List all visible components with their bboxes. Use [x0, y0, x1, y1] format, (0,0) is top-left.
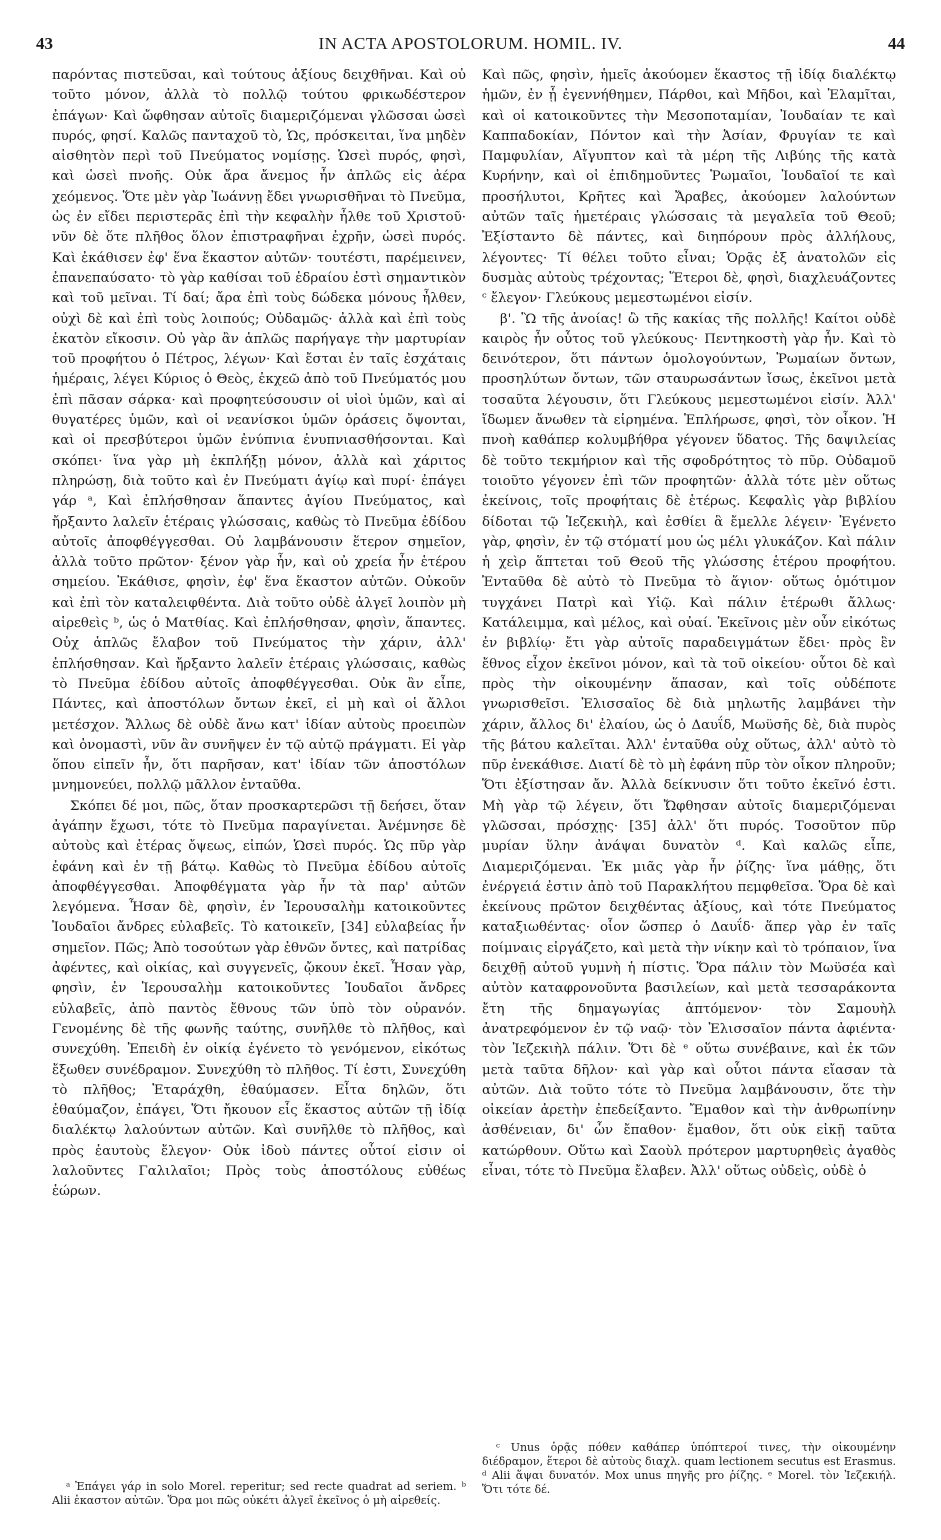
footnotes-right	[482, 1441, 896, 1497]
right-text-column	[482, 66, 896, 1442]
page-number-left: 43	[36, 34, 53, 53]
footnote: ᶜ Unus ὁρᾷς πόθεν καθάπερ ὑπόπτεροί τινες, τὴν οἰκουμένην διέδραμον, ἕτεροι δὲ αὐτοὺς διαχλ. quam lectionem secutus est Erasmus. ᵈ Alii ἅψαι δυνατόν. Mox unus πηγῆς pro ῥίζης. ᵉ Morel. τὸν Ἰεζεκιήλ. Ὅτι τότε δέ.	[482, 1441, 896, 1496]
paragraph: Σκόπει δέ μοι, πῶς, ὅταν προσκαρτερῶσι τῇ δεήσει, ὅταν ἀγάπην ἔχωσι, τότε τὸ Πνεῦμα παραγίνεται. Ἀνέμνησε δὲ αὐτοὺς καὶ ἑτέρας ὄψεως, εἰπών, Ὡσεὶ πυρός. Ὡς πῦρ γὰρ ἐφάνη καὶ ἐν τῇ βάτῳ. Καθὼς τὸ Πνεῦμα ἐδίδου αὐτοῖς ἀποφθέγγεσθαι. Ἀποφθέγματα γὰρ ἦν τὰ παρ' αὐτῶν λεγόμενα. Ἦσαν δὲ, φησὶν, ἐν Ἱερουσαλὴμ κατοικοῦντες Ἰουδαῖοι ἄνδρες εὐλαβεῖς. Τὸ κατοικεῖν, [34] εὐλαβείας ἦν σημεῖον. Πῶς; Ἀπὸ τοσούτων γὰρ ἐθνῶν ὄντες, καὶ πατρίδας ἀφέντες, καὶ οἰκίας, καὶ συγγενεῖς, ᾤκουν ἐκεῖ. Ἦσαν γὰρ, φησὶν, ἐν Ἱερουσαλὴμ κατοικοῦντες Ἰουδαῖοι ἄνδρες εὐλαβεῖς, ἀπὸ παντὸς ἔθνους τῶν ὑπὸ τὸν οὐρανόν. Γενομένης δὲ τῆς φωνῆς ταύτης, συνῆλθε τὸ πλῆθος, καὶ συνεχύθη. Ἐπειδὴ ἐν οἰκίᾳ ἐγένετο τὸ γενόμενον, εἰκότως ἔξωθεν συνέδραμον. Συνεχύθη τὸ πλῆθος. Τί ἐστι, Συνεχύθη τὸ πλῆθος; Ἐταράχθη, ἐθαύμασεν. Εἶτα δηλῶν, ὅτι ἐθαύμαζον, ἐπάγει, Ὅτι ἤκουον εἷς ἕκαστος αὐτῶν τῇ ἰδίᾳ διαλέκτῳ λαλούντων αὐτῶν. Καὶ συνῆλθε τὸ πλῆθος, καὶ πρὸς ἑαυτοὺς ἔλεγον· Οὐκ ἰδοὺ πάντες οὗτοί εἰσιν οἱ λαλοῦντες Γαλιλαῖοι; Πρὸς τοὺς ἀποστόλους εὐθέως ἑώρων.	[52, 798, 466, 1200]
running-header	[36, 34, 905, 56]
paragraph: παρόντας πιστεῦσαι, καὶ τούτους ἀξίους δειχθῆναι. Καὶ οὐ τοῦτο μόνον, ἀλλὰ τὸ πολλῷ τούτου φρικωδέστερον ἐπάγων· Καὶ ὤφθησαν αὐτοῖς διαμεριζόμεναι γλῶσσαι ὡσεὶ πυρός, φησί. Καλῶς πανταχοῦ τὸ, Ὡς, πρόσκειται, ἵνα μηδὲν αἰσθητὸν περὶ τοῦ Πνεύματος νομίσῃς. Ὡσεὶ πυρός, φησὶ, καὶ ὡσεὶ πνοῆς. Οὐκ ἄρα ἄνεμος ἦν ἁπλῶς εἰς ἀέρα χεόμενος. Ὅτε μὲν γὰρ Ἰωάννῃ ἔδει γνωρισθῆναι τὸ Πνεῦμα, ὡς ἐν εἴδει περιστερᾶς ἐπὶ τὴν κεφαλὴν ἦλθε τοῦ Χριστοῦ· νῦν δὲ ὅτε πλῆθος ὅλον ἐπιστραφῆναι ἐχρῆν, ὡσεὶ πυρός. Καὶ ἐκάθισεν ἐφ' ἕνα ἕκαστον αὐτῶν· τουτέστι, παρέμεινεν, ἐπανεπαύσατο· τὸ γὰρ καθίσαι τοῦ ἑδραίου ἐστὶ σημαντικὸν καὶ τοῦ μεῖναι. Τί δαί; ἄρα ἐπὶ τοὺς δώδεκα μόνους ἦλθεν, οὐχὶ δὲ καὶ ἐπὶ τοὺς λοιπούς; Οὐδαμῶς· ἀλλὰ καὶ ἐπὶ τοὺς ἑκατὸν εἴκοσιν. Οὐ γὰρ ἂν ἁπλῶς παρήγαγε τὴν μαρτυρίαν τοῦ προφήτου ὁ Πέτρος, λέγων· Καὶ ἔσται ἐν ταῖς ἐσχάταις ἡμέραις, λέγει Κύριος ὁ Θεὸς, ἐκχεῶ ἀπὸ τοῦ Πνεύματός μου ἐπὶ πᾶσαν σάρκα· καὶ προφητεύσουσιν οἱ υἱοὶ ὑμῶν, καὶ αἱ θυγατέρες ὑμῶν, καὶ οἱ νεανίσκοι ὑμῶν ὁράσεις ὄψονται, καὶ οἱ πρεσβύτεροι ὑμῶν ἐνύπνια ἐνυπνιασθήσονται. Καὶ σκόπει· ἵνα γὰρ μὴ ἐκπλήξῃ μόνον, ἀλλὰ καὶ χάριτος πληρώσῃ, διὰ τοῦτο καὶ ἐν Πνεύματι ἁγίῳ καὶ πυρί· ἐπάγει γάρ ᵃ, Καὶ ἐπλήσθησαν ἅπαντες ἁγίου Πνεύματος, καὶ ἤρξαντο λαλεῖν ἑτέραις γλώσσαις, καθὼς τὸ Πνεῦμα ἐδίδου αὐτοῖς ἀποφθέγγεσθαι. Οὐ λαμβάνουσιν ἕτερον σημεῖον, ἀλλὰ τοῦτο πρῶτον· ξένον γὰρ ἦν, καὶ οὐ χρεία ἦν ἑτέρου σημείου. Ἐκάθισε, φησὶν, ἐφ' ἕνα ἕκαστον αὐτῶν. Οὐκοῦν καὶ ἐπὶ τὸν καταλειφθέντα. Διὰ τοῦτο οὐδὲ ἀλγεῖ λοιπὸν μὴ αἱρεθεὶς ᵇ, ὡς ὁ Ματθίας. Καὶ ἐπλήσθησαν, φησὶν, ἅπαντες. Οὐχ ἁπλῶς ἔλαβον τοῦ Πνεύματος τὴν χάριν, ἀλλ' ἐπλήσθησαν. Καὶ ἤρξαντο λαλεῖν ἑτέραις γλώσσαις, καθὼς τὸ Πνεῦμα ἐδίδου αὐτοῖς ἀποφθέγγεσθαι. Οὐκ ἂν εἶπε, Πάντες, καὶ ἀποστόλων ὄντων ἐκεῖ, εἰ μὴ καὶ οἱ ἄλλοι μετέσχον. Ἄλλως δὲ οὐδὲ ἄνω κατ' ἰδίαν αὐτοὺς προειπὼν καὶ ὀνομαστὶ, νῦν ἂν συνῆψεν ἐν τῷ αὐτῷ πράγματι. Εἰ γὰρ ὅπου εἰπεῖν ἦν, ὅτι παρῆσαν, κατ' ἰδίαν τῶν ἀποστόλων μνημονεύει, πολλῷ μᾶλλον ἐνταῦθα.	[52, 68, 466, 794]
running-title: IN ACTA APOSTOLORUM. HOMIL. IV.	[318, 34, 623, 53]
paragraph: β'. Ὢ τῆς ἀνοίας! ὢ τῆς κακίας τῆς πολλῆς! Καίτοι οὐδὲ καιρὸς ἦν οὗτος τοῦ γλεύκους· Πεντηκοστὴ γὰρ ἦν. Καὶ τὸ δεινότερον, ὅτι πάντων ὁμολογούντων, Ῥωμαίων ὄντων, προσηλύτων ὄντων, τῶν σταυρωσάντων ἴσως, ἐκεῖνοι μετὰ τοσαῦτα λέγουσιν, ὅτι Γλεύκους μεμεστωμένοι εἰσίν. Ἀλλ' ἴδωμεν ἄνωθεν τὰ εἰρημένα. Ἐπλήρωσε, φησὶ, τὸν οἶκον. Ἡ πνοὴ καθάπερ κολυμβήθρα γέγονεν ὕδατος. Τῆς δαψιλείας δὲ τοῦτο τεκμήριον καὶ τῆς σφοδρότητος τὸ πῦρ. Οὐδαμοῦ τοιοῦτο γέγονεν ἐπὶ τῶν προφητῶν· ἀλλὰ τότε μὲν οὕτως ἐκείνοις, τοῖς προφήταις δὲ ἑτέρως. Κεφαλὶς γὰρ βιβλίου δίδοται τῷ Ἰεζεκιὴλ, καὶ ἐσθίει ἃ ἔμελλε λέγειν· Ἐγένετο γὰρ, φησὶν, ἐν τῷ στόματί μου ὡς μέλι γλυκάζον. Καὶ πάλιν ἡ χεὶρ ἅπτεται τοῦ Θεοῦ τῆς γλώσσης ἑτέρου προφήτου. Ἐνταῦθα δὲ αὐτὸ τὸ Πνεῦμα τὸ ἅγιον· οὕτως ὁμότιμον τυγχάνει Πατρὶ καὶ Υἱῷ. Καὶ πάλιν ἑτέρωθι ἄλλως· Κατάλειμμα, καὶ μέλος, καὶ οὐαί. Ἐκεῖνοις μὲν οὖν εἰκότως ἐν βιβλίῳ· ἔτι γὰρ αὐτοῖς παραδειγμάτων ἔδει· πρὸς ἓν ἔθνος εἶχον ἐκεῖνοι μόνον, καὶ τὰ τοῦ οἰκείου· οὗτοι δὲ καὶ πρὸς τὴν οἰκουμένην ἅπασαν, καὶ τοῖς οὐδέποτε γνωρισθεῖσι. Ἐλισσαῖος δὲ διὰ μηλωτῆς λαμβάνει τὴν χάριν, ἄλλος δι' ἐλαίου, ὡς ὁ Δαυΐδ, Μωϋσῆς δὲ, διὰ πυρὸς τῆς βάτου καλεῖται. Ἀλλ' ἐνταῦθα οὐχ οὕτως, ἀλλ' αὐτὸ τὸ πῦρ ἐνεκάθισε. Διατί δὲ τὸ μὴ ἐφάνη πῦρ τὸν οἶκον πληροῦν; Ὅτι ἐξίστησαν ἄν. Ἀλλὰ δείκνυσιν ὅτι τοῦτο ἐκεῖνό ἐστι. Μὴ γὰρ τῷ λέγειν, ὅτι Ὤφθησαν αὐτοῖς διαμεριζόμεναι γλῶσσαι, πρόσχῃς· [35] ἀλλ' ὅτι πυρός. Τοσοῦτον πῦρ μυρίαν ὕλην ἀνάψαι δυνατὸν ᵈ. Καὶ καλῶς εἶπε, Διαμεριζόμεναι. Ἐκ μιᾶς γὰρ ἦν ῥίζης· ἵνα μάθῃς, ὅτι ἐνέργειά ἐστιν ἀπὸ τοῦ Παρακλήτου πεμφθεῖσα. Ὅρα δὲ καὶ ἐκείνους πρῶτον δειχθέντας ἀξίους, καὶ τότε Πνεύματος καταξιωθέντας· οἷον ὥσπερ ὁ Δαυΐδ· ἅπερ γὰρ ἐν ταῖς ποίμναις εἰργάζετο, καὶ μετὰ τὴν νίκην καὶ τὸ τρόπαιον, ἵνα δειχθῇ αὐτοῦ γυμνὴ ἡ πίστις. Ὅρα πάλιν τὸν Μωϋσέα καὶ αὐτὸν καταφρονοῦντα βασιλείων, καὶ μετὰ τεσσαράκοντα ἔτη τῆς δημαγωγίας ἁπτόμενον· τὸν Σαμουὴλ ἀνατρεφόμενον ἐν τῷ ναῷ· τὸν Ἐλισσαῖον πάντα ἀφιέντα· τὸν Ἰεζεκιὴλ πάλιν. Ὅτι δὲ ᵉ οὕτω συνέβαινε, καὶ ἐκ τῶν μετὰ ταῦτα δῆλον· καὶ γὰρ καὶ οὗτοι πάντα εἴασαν τὰ αὐτῶν. Διὰ τοῦτο τότε τὸ Πνεῦμα λαμβάνουσιν, ὅτε τὴν οἰκείαν ἀρετὴν ἐπεδείξαντο. Ἔμαθον καὶ τὴν ἀνθρωπίνην ἀσθένειαν, δι' ὧν ἔπαθον· ἔμαθον, ὅτι οὐκ εἰκῇ ταῦτα κατώρθουν. Οὕτω καὶ Σαοὺλ πρότερον μαρτυρηθεὶς ἀγαθὸς εἶναι, τότε τὸ Πνεῦμα ἔλαβεν. Ἀλλ' οὕτως οὐδεὶς, οὐδὲ ὁ	[482, 311, 896, 1180]
paragraph: Καὶ πῶς, φησὶν, ἡμεῖς ἀκούομεν ἕκαστος τῇ ἰδίᾳ διαλέκτῳ ἡμῶν, ἐν ᾗ ἐγεννήθημεν, Πάρθοι, καὶ Μῆδοι, καὶ Ἐλαμῖται, καὶ οἱ κατοικοῦντες τὴν Μεσοποταμίαν, Ἰουδαίαν τε καὶ Καππαδοκίαν, Πόντον καὶ τὴν Ἀσίαν, Φρυγίαν τε καὶ Παμφυλίαν, Αἴγυπτον καὶ τὰ μέρη τῆς Λιβύης τῆς κατὰ Κυρήνην, καὶ οἱ ἐπιδημοῦντες Ῥωμαῖοι, Ἰουδαῖοί τε καὶ προσήλυτοι, Κρῆτες καὶ Ἄραβες, ἀκούομεν λαλούντων αὐτῶν ταῖς ἡμετέραις γλώσσαις τὰ μεγαλεῖα τοῦ Θεοῦ; Ἐξίσταντο δὲ πάντες, καὶ διηπόρουν πρὸς ἀλλήλους, λέγοντες· Τί θέλει τοῦτο εἶναι; Ὁρᾷς ἐξ ἀνατολῶν εἰς δυσμὰς αὐτοὺς τρέχοντας; Ἕτεροι δὲ, φησὶ, διαχλευάζοντες ᶜ ἔλεγον· Γλεύκους μεμεστωμένοι εἰσίν.	[482, 68, 896, 307]
page-number-right: 44	[888, 34, 905, 53]
left-text-column	[52, 66, 466, 1480]
footnote: ᵃ Ἐπάγει γάρ in solo Morel. reperitur; sed recte quadrat ad seriem. ᵇ Alii ἑκαστον αὐτῶν. Ὅρα μοι πῶς οὐκέτι ἀλγεῖ ἐκεῖνος ὁ μὴ αἱρεθείς.	[52, 1480, 466, 1507]
footnotes-left	[52, 1480, 466, 1508]
